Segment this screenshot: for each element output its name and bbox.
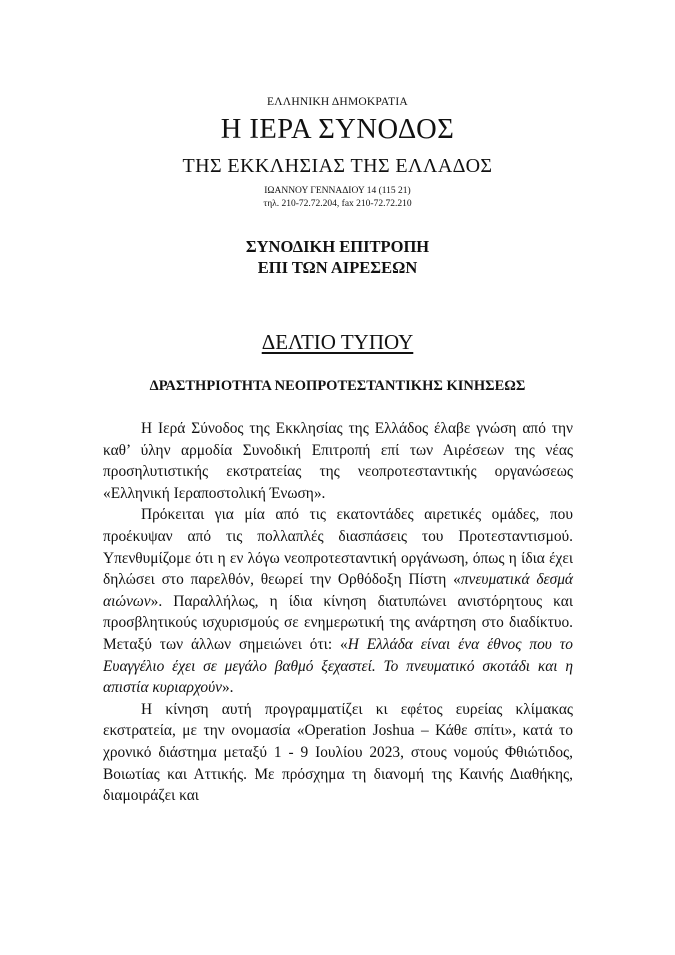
paragraph-1: Η Ιερά Σύνοδος της Εκκλησίας της Ελλάδος έλαβε γνώση από την καθ’ ύλην αρμοδία Συνοδική Επιτροπή επί των Αιρέσεων της νέας προσηλυτιστικής εκστρατείας της νεοπροτεσταντικής οργανώσεως «Ελληνική Ιεραποστολική Ένωση». (103, 420, 573, 502)
body-text (103, 418, 573, 807)
quote-greece-nation: Η Ελλάδα είναι ένα έθνος που το Ευαγγέλιο έχει σε μεγάλο βαθμό ξεχαστεί. Το πνευματικό σκοτάδι και η απιστία κυριαρχούν (103, 635, 573, 697)
republic-line: ΕΛΛΗΝΙΚΗ ΔΗΜΟΚΡΑΤΙΑ (267, 96, 408, 108)
paragraph-2-part-a: Πρόκειται για μία από τις εκατοντάδες αιρετικές ομάδες, που προέκυψαν από τις πολλαπλές διασπάσεις του Προτεσταντισμού. Υπενθυμίζομε ότι η εν λόγω νεοπροτεσταντική οργάνωση, όπως η ίδια έχει δηλώσει στο παρελθόν, θεωρεί την Ορθόδοξη Πίστη « (103, 506, 573, 589)
paragraph-2-part-c: ». (221, 679, 234, 697)
address-line: ΙΩΑΝΝΟΥ ΓΕΝΝΑΔΙΟΥ 14 (115 21) (264, 186, 411, 196)
press-release-title-text: ΔΕΛΤΙΟ ΤΥΠΟΥ (261, 330, 414, 354)
paragraph-2-part-b: ». Παραλλήλως, η ίδια κίνηση διατυπώνει ανιστόρητους και προσβλητικούς ισχυρισμούς σε ενημερωτική της ανάρτηση στο διαδίκτυο. Μεταξύ των άλλων σημειώνει ότι: « (103, 592, 573, 653)
synod-title: Η ΙΕΡΑ ΣΥΝΟΔΟΣ (220, 114, 455, 145)
paragraph-3: Η κίνηση αυτή προγραμματίζει κι εφέτος ευρείας κλίμακας εκστρατεία, με την ονομασία «Operation Joshua – Κάθε σπίτι», κατά το χρονικό διάστημα μεταξύ 1 - 9 Ιουλίου 2023, στους νομούς Φθιώτιδος, Βοιωτίας και Αττικής. Με πρόσχημα τη διανομή της Καινής Διαθήκης, διαμοιράζει και (103, 700, 573, 805)
press-release-title (0, 330, 675, 355)
committee-line-1: ΣΥΝΟΔΙΚΗ ΕΠΙΤΡΟΠΗ (245, 237, 430, 256)
phone-line: τηλ. 210-72.72.204, fax 210-72.72.210 (263, 199, 412, 209)
quote-spiritual-bonds: πνευματικά δεσμά αιώνων (103, 571, 574, 610)
committee-line-2: ΕΠΙ ΤΩΝ ΑΙΡΕΣΕΩΝ (257, 258, 418, 277)
subject-heading: ΔΡΑΣΤΗΡΙΟΤΗΤΑ ΝΕΟΠΡΟΤΕΣΤΑΝΤΙΚΗΣ ΚΙΝΗΣΕΩΣ (149, 378, 526, 394)
church-subtitle: ΤΗΣ ΕΚΚΛΗΣΙΑΣ ΤΗΣ ΕΛΛΑΔΟΣ (182, 155, 493, 177)
committee-heading (0, 236, 675, 278)
paragraph-2 (103, 504, 573, 698)
